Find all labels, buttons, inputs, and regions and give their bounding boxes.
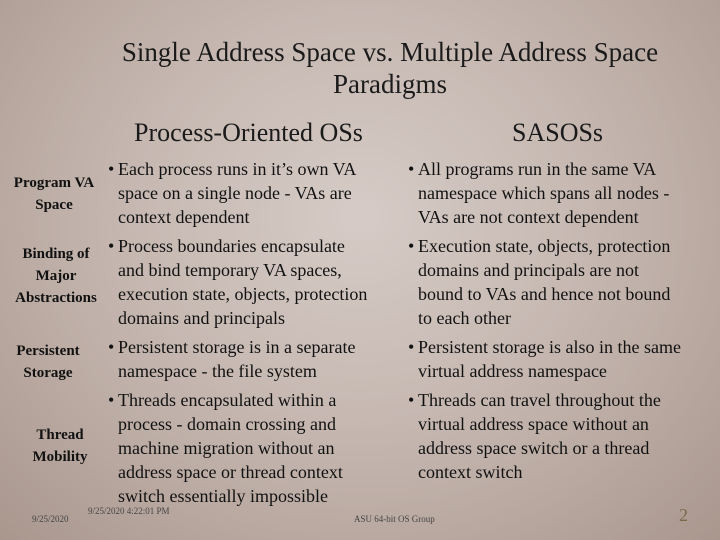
row-label-line: Mobility <box>32 449 88 465</box>
footer-datetime: 9/25/2020 4:22:01 PM <box>88 506 170 516</box>
right-bullet-thread <box>408 388 718 484</box>
bullet-line: Threads can travel throughout the <box>418 390 661 410</box>
left-bullet-binding <box>108 234 403 330</box>
bullet-line: bound to VAs and hence not bound <box>418 284 671 304</box>
bullet-line: Execution state, objects, protection <box>418 236 671 256</box>
bullet-line: Persistent storage is in a separate <box>118 337 356 357</box>
bullet-line: process - domain crossing and <box>118 414 336 434</box>
left-bullet-persistent <box>108 335 403 383</box>
bullet-line: domains and principals <box>118 308 285 328</box>
bullet-line: All programs run in the same VA <box>418 159 657 179</box>
left-bullet-thread <box>108 388 403 508</box>
row-label-line: Thread <box>36 427 84 443</box>
bullet-line: namespace - the file system <box>118 361 317 381</box>
bullet-line: virtual address space without an <box>418 414 649 434</box>
row-label-line: Persistent <box>16 343 80 359</box>
bullet-line: Threads encapsulated within a <box>118 390 337 410</box>
bullet-line: Persistent storage is also in the same <box>418 337 681 357</box>
bullet-line: namespace which spans all nodes - <box>418 183 670 203</box>
row-label-thread-mobility <box>10 424 110 468</box>
slide-number: 2 <box>679 505 688 525</box>
bullet-line: virtual address namespace <box>418 361 607 381</box>
bullet-line: switch essentially impossible <box>118 486 328 506</box>
row-label-line: Storage <box>23 365 73 381</box>
bullet-line: Process boundaries encapsulate <box>118 236 345 256</box>
right-bullet-persistent <box>408 335 718 383</box>
bullet-dot: • <box>408 236 415 256</box>
bullet-line: context switch <box>418 462 523 482</box>
row-label-persistent-storage <box>0 340 98 384</box>
column-heading-process-oriented: Process-Oriented OSs <box>134 118 363 147</box>
bullet-line: address space or thread context <box>118 462 343 482</box>
bullet-line: machine migration without an <box>118 438 335 458</box>
bullet-dot: • <box>408 337 415 357</box>
row-label-line: Abstractions <box>15 290 97 306</box>
bullet-dot: • <box>108 390 115 410</box>
slide-title <box>100 36 680 100</box>
bullet-dot: • <box>108 159 115 179</box>
right-bullet-program-va <box>408 157 718 229</box>
right-bullet-binding <box>408 234 718 330</box>
row-label-program-va-space <box>4 172 104 216</box>
bullet-dot: • <box>108 236 115 256</box>
bullet-dot: • <box>108 337 115 357</box>
row-label-line: Binding of <box>22 246 90 262</box>
bullet-line: space on a single node - VAs are <box>118 183 352 203</box>
bullet-line: address space switch or a thread <box>418 438 650 458</box>
footer-text: ASU 64-bit OS Group <box>354 514 435 524</box>
bullet-line: execution state, objects, protection <box>118 284 368 304</box>
left-bullet-program-va <box>108 157 403 229</box>
bullet-dot: • <box>408 159 415 179</box>
bullet-line: domains and principals are not <box>418 260 639 280</box>
bullet-line: context dependent <box>118 207 250 227</box>
slide-title-line2: Paradigms <box>333 69 447 99</box>
column-heading-sasos: SASOSs <box>512 118 604 147</box>
bullet-line: Each process runs in it’s own VA <box>118 159 357 179</box>
slide-title-line1: Single Address Space vs. Multiple Address Space <box>121 37 659 67</box>
row-label-line: Program VA <box>13 175 95 191</box>
bullet-dot: • <box>408 390 415 410</box>
footer-date: 9/25/2020 <box>32 514 69 524</box>
row-label-line: Space <box>35 197 73 213</box>
bullet-line: VAs are not context dependent <box>418 207 639 227</box>
bullet-line: and bind temporary VA spaces, <box>118 260 342 280</box>
row-label-binding-abstractions <box>6 243 106 309</box>
row-label-line: Major <box>35 268 77 284</box>
bullet-line: to each other <box>418 308 511 328</box>
